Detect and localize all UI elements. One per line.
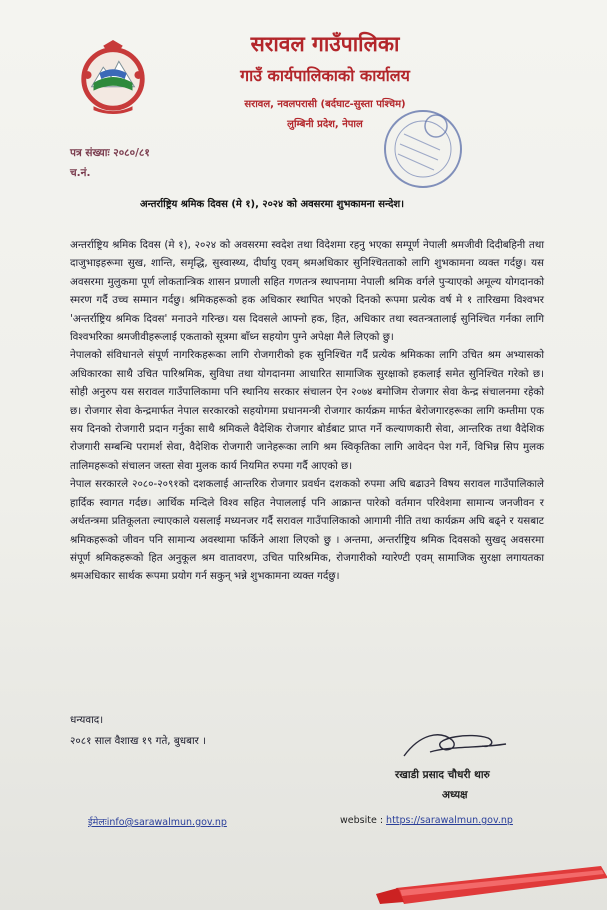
letter-date: २०८१ साल वैशाख १९ गते, बुधबार । [70,735,207,747]
letter-body [70,236,544,586]
signatory-name: रखाडी प्रसाद चौधरी थारु [395,769,490,781]
signatory-title: अध्यक्ष [442,789,468,801]
body-paragraph: अन्तर्राष्ट्रिय श्रमिक दिवस (मे १), २०२४ को अवसरमा स्वदेश तथा विदेशमा रहनु भएका सम्पूर्ण नेपाली श्रमजीवी दिदीबहिनी तथा दाजुभाइहरूमा सुख, शान्ति, समृद्धि, सुस्वास्थ्य, दीर्घायु एवम् श्रमअधिकार सुनिश्चितताको लागि शुभकामना व्यक्त गर्दछु। यस अवसरमा मुलुकमा पूर्ण लोकतान्त्रिक शासन प्रणाली सहित गणतन्त्र स्थापनामा नेपाली श्रमिक वर्गले पुऱ्याएको अमूल्य योगदानको स्मरण गर्दै उच्च सम्मान गर्दछु। श्रमिकहरूको हक अधिकार स्थापित भएको दिनको रूपमा प्रत्येक वर्ष मे १ तारिखमा विश्वभर 'अन्तर्राष्ट्रिय श्रमिक दिवस' मनाउने गरिन्छ। यस दिवसले आफ्नो हक, हित, अधिकार तथा स्वतन्त्रतालाई सुनिश्चित गर्नका लागि विश्वभरिका श्रमजीवीहरूलाई एकताको सूत्रमा बाँध्न सहयोग पुग्ने अपेक्षा मैले लिएको छु। [70,239,544,344]
office-name: गाउँ कार्यपालिकाको कार्यालय [240,66,410,85]
body-paragraph: नेपालको संविधानले संपूर्ण नागरिकहरूका लागि रोजगारीको हक सुनिश्चित गर्दै प्रत्येक श्रमिकका लागि उचित श्रम अभ्यासको अधिकारका साथै उचित पारिश्रमिक, सुविधा तथा योगदानमा आधारित सामाजिक सुरक्षाको हकलाई समेत सुनिश्चित गरेको छ। सोही अनुरुप यस सरावल गाउँपालिकामा पनि स्थानिय सरकार संचालन ऐन २०७४ बमोजिम रोजगार सेवा केन्द्र संचालनमा रहेको छ। रोजगार सेवा केन्द्रमार्फत नेपाल सरकारको सहयोगमा प्रधानमन्त्री रोजगार कार्यक्रम मार्फत बेरोजगारहरूका लागि कम्तीमा एक सय दिनको रोजगारी प्रदान गर्नुका साथै श्रमिकले वैदेशिक रोजगार बोर्डबाट प्राप्त गर्ने कल्याणकारी सेवा, आन्तरिक तथा वैदेशिक रोजगारी सम्बन्धि परामर्श सेवा, वैदेशिक रोजगारी जानेहरूका लागि श्रम स्विकृतिका लागि आवेदन पेश गर्ने, विभिन्न सिप मुलक तालिमहरूको संचालन जस्ता सेवा मुलक कार्य नियमित रुपमा गर्दै आएको छ। [70,349,544,472]
closing-thanks: धन्यवाद। [70,714,104,726]
website-label: website : [340,815,387,826]
letter-subject: अन्तर्राष्ट्रिय श्रमिक दिवस (मे १), २०२४ को अवसरमा शुभकामना सन्देश। [140,199,404,210]
office-province: लुम्बिनी प्रदेश, नेपाल [287,119,363,130]
office-stamp-icon [378,104,468,194]
footer-website [340,815,513,826]
body-paragraph: नेपाल सरकारले २०८०-२०९१को दशकलाई आन्तरिक रोजगार प्रवर्धन दशकको रुपमा अघि बढाउने विषय सरावल गाउँपालिकाले हार्दिक स्वागत गर्दछ। आर्थिक मन्दिले विश्व सहित नेपाललाई पनि आक्रान्त पारेको वर्तमान परिवेशमा सामान्य जनजीवन र अर्थतन्त्रमा प्रतिकूलता ल्याएकाले यसलाई मध्यनजर गर्दै सरावल गाउँपालिकाको आगामी नीति तथा कार्यक्रम अघि बढ्ने र यसबाट श्रमिकहरूको जीवन पनि सामान्य अवस्थामा फर्किने आशा लिएको छु । अन्तमा, अन्तर्राष्ट्रिय श्रमिक दिवसको सुखद् अवसरमा संपूर्ण श्रमिकहरूको हित अनुकूल श्रम वातावरण, उचित पारिश्रमिक, रोजगारीको ग्यारेण्टी एवम् सामाजिक सुरक्षा लगायतका श्रमअधिकार सार्थक रूपमा प्रयोग गर्न सकुन् भन्ने शुभकामना व्यक्त गर्दछु। [70,478,544,583]
signature-icon [400,726,510,762]
office-address: सरावल, नवलपरासी (बर्दघाट-सुस्ता पश्चिम) [244,99,406,110]
footer-email[interactable]: ईमेलःinfo@sarawalmun.gov.np [88,817,227,828]
letter-reference-number: पत्र संख्याः २०८०/८१ [70,147,150,159]
dispatch-number: च.नं. [70,167,91,179]
nepal-emblem-icon [74,38,152,116]
municipality-name: सरावल गाउँपालिका [250,32,400,56]
red-pen-icon [376,858,607,910]
website-link[interactable]: https://sarawalmun.gov.np [386,815,513,826]
